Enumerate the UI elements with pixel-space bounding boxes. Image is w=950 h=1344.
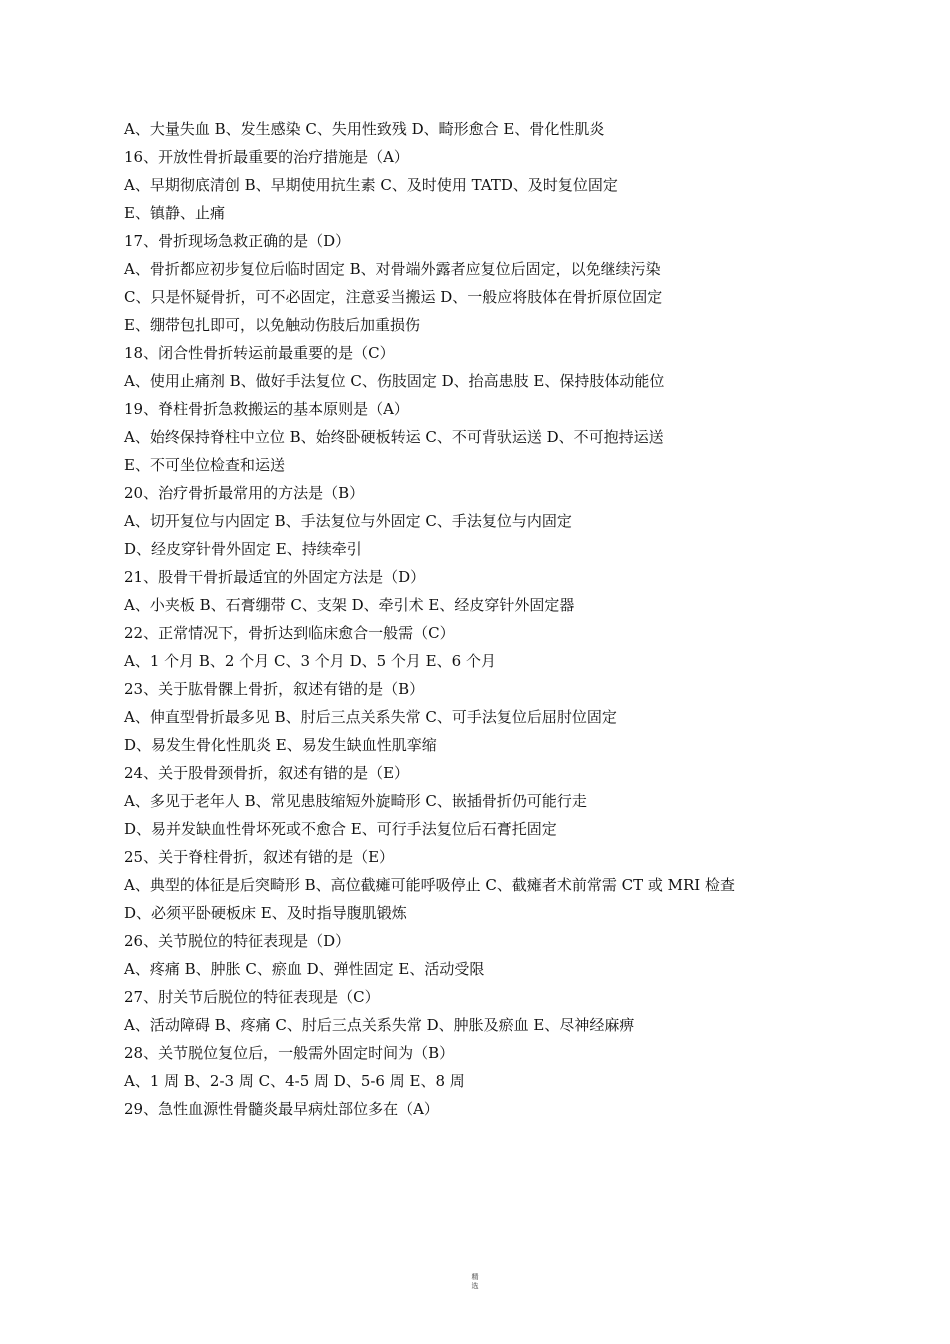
text-line: A、切开复位与内固定 B、手法复位与外固定 C、手法复位与内固定 xyxy=(124,512,572,530)
text-line: E、不可坐位检查和运送 xyxy=(124,456,285,474)
page-footer xyxy=(0,1273,950,1291)
text-line: 27、肘关节后脱位的特征表现是（C） xyxy=(124,988,380,1006)
footer-mark-top: 精 xyxy=(471,1273,479,1281)
text-line: E、绷带包扎即可，以免触动伤肢后加重损伤 xyxy=(124,316,420,334)
text-line: 21、股骨干骨折最适宜的外固定方法是（D） xyxy=(124,568,426,586)
text-line: A、1 个月 B、2 个月 C、3 个月 D、5 个月 E、6 个月 xyxy=(124,652,496,670)
text-line: A、典型的体征是后突畸形 B、高位截瘫可能呼吸停止 C、截瘫者术前常需 CT 或 MRI 检查 xyxy=(124,876,736,894)
text-line: 20、治疗骨折最常用的方法是（B） xyxy=(124,484,365,502)
text-line: 19、脊柱骨折急救搬运的基本原则是（A） xyxy=(124,400,409,418)
text-line: A、始终保持脊柱中立位 B、始终卧硬板转运 C、不可背驮运送 D、不可抱持运送 xyxy=(124,428,664,446)
text-line: 25、关于脊柱骨折，叙述有错的是（E） xyxy=(124,848,395,866)
text-line: E、镇静、止痛 xyxy=(124,204,225,222)
text-line: A、疼痛 B、肿胀 C、瘀血 D、弹性固定 E、活动受限 xyxy=(124,960,485,978)
text-line: A、小夹板 B、石膏绷带 C、支架 D、牵引术 E、经皮穿针外固定器 xyxy=(124,596,575,614)
text-line: A、使用止痛剂 B、做好手法复位 C、伤肢固定 D、抬高患肢 E、保持肢体动能位 xyxy=(124,372,665,390)
text-line: A、1 周 B、2-3 周 C、4-5 周 D、5-6 周 E、8 周 xyxy=(124,1072,465,1090)
text-line: C、只是怀疑骨折，可不必固定，注意妥当搬运 D、一般应将肢体在骨折原位固定 xyxy=(124,288,663,306)
text-line: A、骨折都应初步复位后临时固定 B、对骨端外露者应复位后固定，以免继续污染 xyxy=(124,260,661,278)
text-line: 24、关于股骨颈骨折，叙述有错的是（E） xyxy=(124,764,410,782)
text-line: 17、骨折现场急救正确的是（D） xyxy=(124,232,351,250)
text-line: 22、正常情况下，骨折达到临床愈合一般需（C） xyxy=(124,624,455,642)
text-line: A、大量失血 B、发生感染 C、失用性致残 D、畸形愈合 E、骨化性肌炎 xyxy=(124,120,605,138)
text-line: A、活动障碍 B、疼痛 C、肘后三点关系失常 D、肿胀及瘀血 E、尽神经麻痹 xyxy=(124,1016,635,1034)
text-line: 28、关节脱位复位后，一般需外固定时间为（B） xyxy=(124,1044,455,1062)
text-line: 26、关节脱位的特征表现是（D） xyxy=(124,932,351,950)
text-line: 29、急性血源性骨髓炎最早病灶部位多在（A） xyxy=(124,1100,439,1118)
text-line: 23、关于肱骨髁上骨折，叙述有错的是（B） xyxy=(124,680,425,698)
text-line: A、早期彻底清创 B、早期使用抗生素 C、及时使用 TATD、及时复位固定 xyxy=(124,176,618,194)
footer-mark-bottom: 选 xyxy=(471,1282,479,1290)
text-line: D、必须平卧硬板床 E、及时指导腹肌锻炼 xyxy=(124,904,407,922)
text-line: D、易发生骨化性肌炎 E、易发生缺血性肌挛缩 xyxy=(124,736,437,754)
text-line: 16、开放性骨折最重要的治疗措施是（A） xyxy=(124,148,409,166)
text-line: D、经皮穿针骨外固定 E、持续牵引 xyxy=(124,540,362,558)
text-line: 18、闭合性骨折转运前最重要的是（C） xyxy=(124,344,395,362)
document-body xyxy=(124,115,824,1123)
text-line: D、易并发缺血性骨坏死或不愈合 E、可行手法复位后石膏托固定 xyxy=(124,820,557,838)
text-line: A、伸直型骨折最多见 B、肘后三点关系失常 C、可手法复位后屈肘位固定 xyxy=(124,708,617,726)
text-line: A、多见于老年人 B、常见患肢缩短外旋畸形 C、嵌插骨折仍可能行走 xyxy=(124,792,587,810)
